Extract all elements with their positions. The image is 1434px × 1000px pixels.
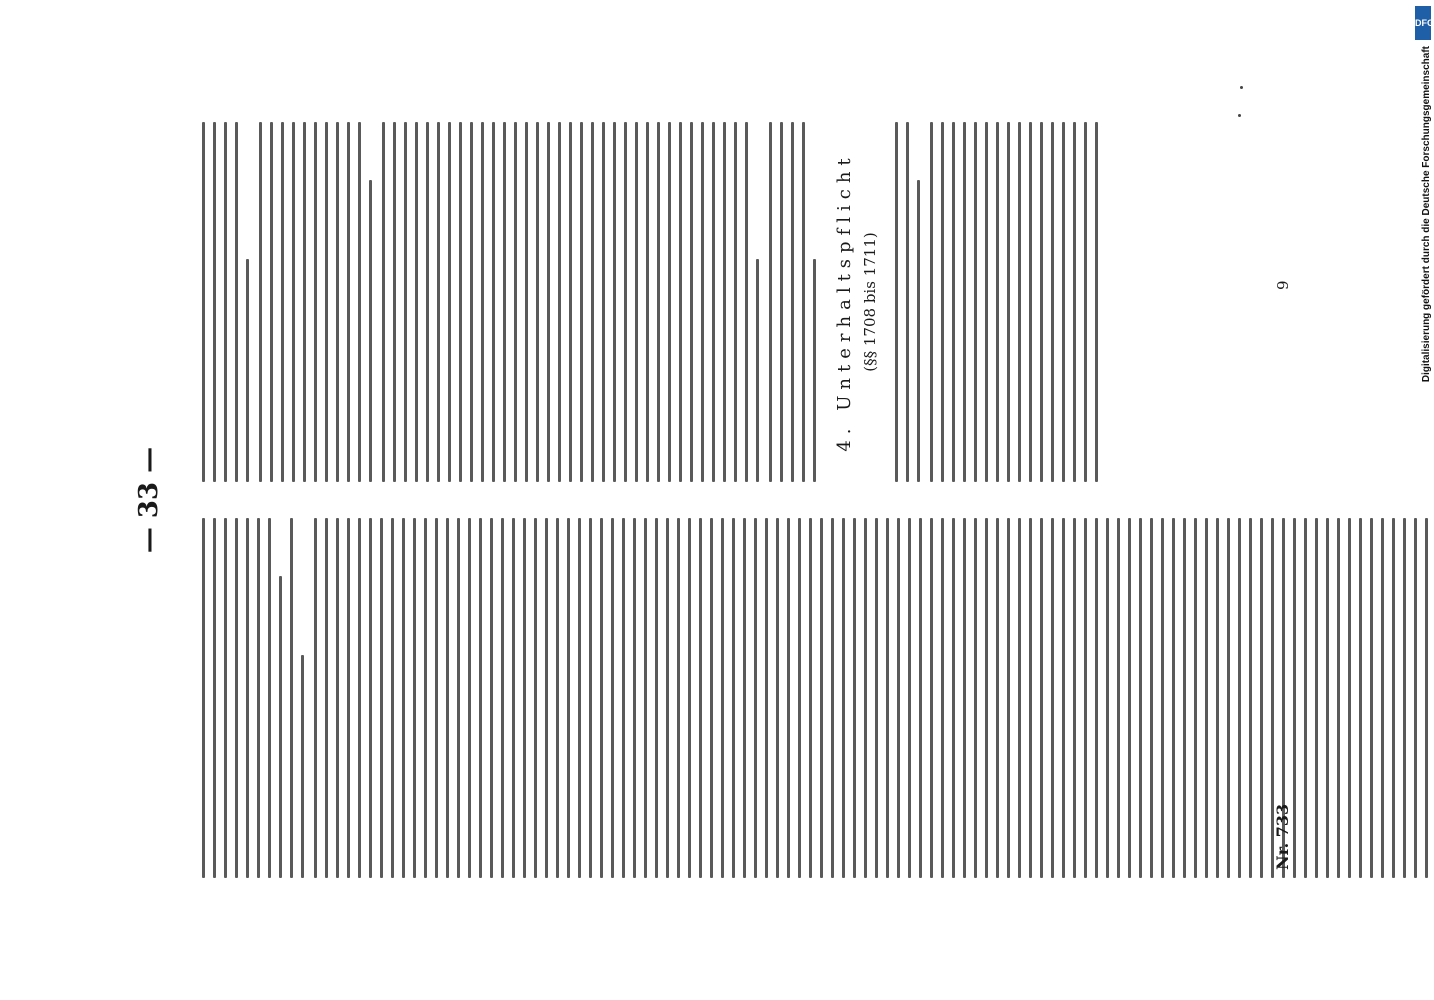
text-line (776, 518, 779, 878)
text-line (985, 122, 988, 482)
text-line (930, 518, 933, 878)
text-line (224, 518, 227, 878)
text-line (481, 122, 484, 482)
text-line (1227, 518, 1230, 878)
paragraph (895, 122, 920, 482)
text-line (426, 122, 429, 482)
text-line (820, 518, 823, 878)
text-line (213, 122, 216, 482)
text-line (380, 518, 383, 878)
paragraph (202, 518, 304, 878)
text-line (745, 122, 748, 482)
text-line (1315, 518, 1318, 878)
text-line (492, 122, 495, 482)
text-line (1161, 518, 1164, 878)
text-line (679, 122, 682, 482)
text-line (985, 518, 988, 878)
text-line (325, 518, 328, 878)
text-line (668, 122, 671, 482)
text-line (556, 518, 559, 878)
text-line (547, 122, 550, 482)
text-line (301, 655, 304, 878)
text-line (1381, 518, 1384, 878)
text-line (996, 518, 999, 878)
text-line (780, 122, 783, 482)
text-line (545, 518, 548, 878)
text-line (578, 518, 581, 878)
sheet-number: 9 (1274, 280, 1292, 290)
text-line (1139, 518, 1142, 878)
text-line (952, 122, 955, 482)
text-line (292, 122, 295, 482)
text-line (213, 518, 216, 878)
text-line (1040, 518, 1043, 878)
text-line (974, 122, 977, 482)
text-line (470, 122, 473, 482)
text-line (906, 122, 909, 482)
text-line (246, 259, 249, 482)
text-line (1359, 518, 1362, 878)
text-line (633, 518, 636, 878)
text-line (567, 518, 570, 878)
text-line (666, 518, 669, 878)
text-line (917, 180, 920, 482)
text-line (503, 122, 506, 482)
text-line (734, 122, 737, 482)
text-line (1370, 518, 1373, 878)
text-line (1249, 518, 1252, 878)
page-number: — 33 — (134, 446, 164, 554)
text-line (813, 259, 816, 482)
text-line (514, 122, 517, 482)
text-line (622, 518, 625, 878)
text-line (501, 518, 504, 878)
text-line (699, 518, 702, 878)
text-line (1029, 122, 1032, 482)
text-line (756, 259, 759, 482)
text-line (202, 518, 205, 878)
text-line (1029, 518, 1032, 878)
text-column-right (202, 122, 1108, 482)
text-line (1326, 518, 1329, 878)
text-line (1194, 518, 1197, 878)
digitization-credit (1412, 0, 1434, 1000)
text-line (701, 122, 704, 482)
text-line (336, 518, 339, 878)
text-line (1117, 518, 1120, 878)
text-line (657, 122, 660, 482)
text-line (635, 122, 638, 482)
text-line (1018, 122, 1021, 482)
text-line (1095, 122, 1098, 482)
signature-mark: Nr. 733 (1273, 803, 1292, 870)
paragraph (202, 122, 249, 482)
text-line (831, 518, 834, 878)
text-line (1062, 122, 1065, 482)
text-line (369, 180, 372, 482)
text-line (279, 576, 282, 878)
text-line (303, 122, 306, 482)
text-line (268, 518, 271, 878)
text-line (624, 122, 627, 482)
text-line (1172, 518, 1175, 878)
text-line (536, 122, 539, 482)
text-line (690, 122, 693, 482)
section-range: (§§ 1708 bis 1711) (861, 232, 879, 372)
text-line (314, 122, 317, 482)
text-line (1062, 518, 1065, 878)
paragraph (930, 122, 1098, 482)
text-line (1051, 518, 1054, 878)
text-column-left (202, 518, 1434, 878)
text-line (1073, 518, 1076, 878)
text-line (897, 518, 900, 878)
text-line (235, 122, 238, 482)
text-line (930, 122, 933, 482)
text-line (1007, 518, 1010, 878)
text-line (941, 122, 944, 482)
text-line (347, 122, 350, 482)
text-line (404, 122, 407, 482)
text-line (393, 122, 396, 482)
text-line (809, 518, 812, 878)
text-line (1205, 518, 1208, 878)
text-line (589, 518, 592, 878)
text-line (974, 518, 977, 878)
text-line (523, 518, 526, 878)
paragraph (769, 122, 816, 482)
text-line (952, 518, 955, 878)
text-line (580, 122, 583, 482)
text-line (281, 122, 284, 482)
text-line (600, 518, 603, 878)
text-line (490, 518, 493, 878)
text-line (963, 122, 966, 482)
text-line (413, 518, 416, 878)
text-line (435, 518, 438, 878)
text-line (613, 122, 616, 482)
text-line (457, 518, 460, 878)
text-line (710, 518, 713, 878)
text-line (391, 518, 394, 878)
text-line (1051, 122, 1054, 482)
text-line (875, 518, 878, 878)
text-line (246, 518, 249, 878)
paragraph (382, 122, 759, 482)
text-line (787, 518, 790, 878)
text-line (257, 518, 260, 878)
paragraph (314, 518, 1434, 878)
text-line (802, 122, 805, 482)
text-line (864, 518, 867, 878)
text-line (1293, 518, 1296, 878)
text-line (224, 122, 227, 482)
text-line (1040, 122, 1043, 482)
text-line (1095, 518, 1098, 878)
text-line (325, 122, 328, 482)
text-line (712, 122, 715, 482)
text-line (611, 518, 614, 878)
text-line (415, 122, 418, 482)
text-line (446, 518, 449, 878)
text-line (655, 518, 658, 878)
text-line (1392, 518, 1395, 878)
text-line (842, 518, 845, 878)
text-line (765, 518, 768, 878)
section-heading: 4. Unterhaltspflicht (834, 152, 855, 452)
text-line (996, 122, 999, 482)
text-line (1304, 518, 1307, 878)
text-line (919, 518, 922, 878)
text-line (336, 122, 339, 482)
text-line (1084, 518, 1087, 878)
text-line (1007, 122, 1010, 482)
credit-text: Digitalisierung gefördert durch die Deutsche Forschungsgemeinschaft (1421, 46, 1432, 383)
text-line (798, 518, 801, 878)
text-line (314, 518, 317, 878)
text-line (769, 122, 772, 482)
text-line (290, 518, 293, 878)
text-line (602, 122, 605, 482)
scan-speck (1240, 86, 1243, 89)
text-line (259, 122, 262, 482)
text-line (963, 518, 966, 878)
text-line (358, 122, 361, 482)
text-line (382, 122, 385, 482)
text-line (479, 518, 482, 878)
text-line (347, 518, 350, 878)
text-line (235, 518, 238, 878)
text-line (743, 518, 746, 878)
text-line (1348, 518, 1351, 878)
text-line (270, 122, 273, 482)
text-line (1084, 122, 1087, 482)
text-line (721, 518, 724, 878)
paragraph (259, 122, 372, 482)
text-line (202, 122, 205, 482)
text-line (468, 518, 471, 878)
text-line (886, 518, 889, 878)
dfg-logo: DFG (1415, 6, 1431, 40)
text-line (1260, 518, 1263, 878)
text-line (1337, 518, 1340, 878)
text-line (1150, 518, 1153, 878)
text-line (369, 518, 372, 878)
text-line (1106, 518, 1109, 878)
text-line (941, 518, 944, 878)
text-line (644, 518, 647, 878)
text-line (437, 122, 440, 482)
scan-speck (1238, 114, 1241, 117)
text-line (358, 518, 361, 878)
text-line (677, 518, 680, 878)
text-line (646, 122, 649, 482)
text-line (459, 122, 462, 482)
text-line (1073, 122, 1076, 482)
text-line (754, 518, 757, 878)
text-line (1128, 518, 1131, 878)
text-line (569, 122, 572, 482)
text-line (688, 518, 691, 878)
text-line (1403, 518, 1406, 878)
text-line (1238, 518, 1241, 878)
text-line (908, 518, 911, 878)
text-line (424, 518, 427, 878)
text-line (1183, 518, 1186, 878)
text-line (525, 122, 528, 482)
text-line (534, 518, 537, 878)
text-line (853, 518, 856, 878)
text-line (895, 122, 898, 482)
text-line (723, 122, 726, 482)
text-line (1216, 518, 1219, 878)
text-line (591, 122, 594, 482)
text-line (558, 122, 561, 482)
text-line (512, 518, 515, 878)
text-line (732, 518, 735, 878)
text-line (1018, 518, 1021, 878)
text-line (791, 122, 794, 482)
rotated-sheet (102, 90, 1332, 910)
text-line (402, 518, 405, 878)
text-line (448, 122, 451, 482)
